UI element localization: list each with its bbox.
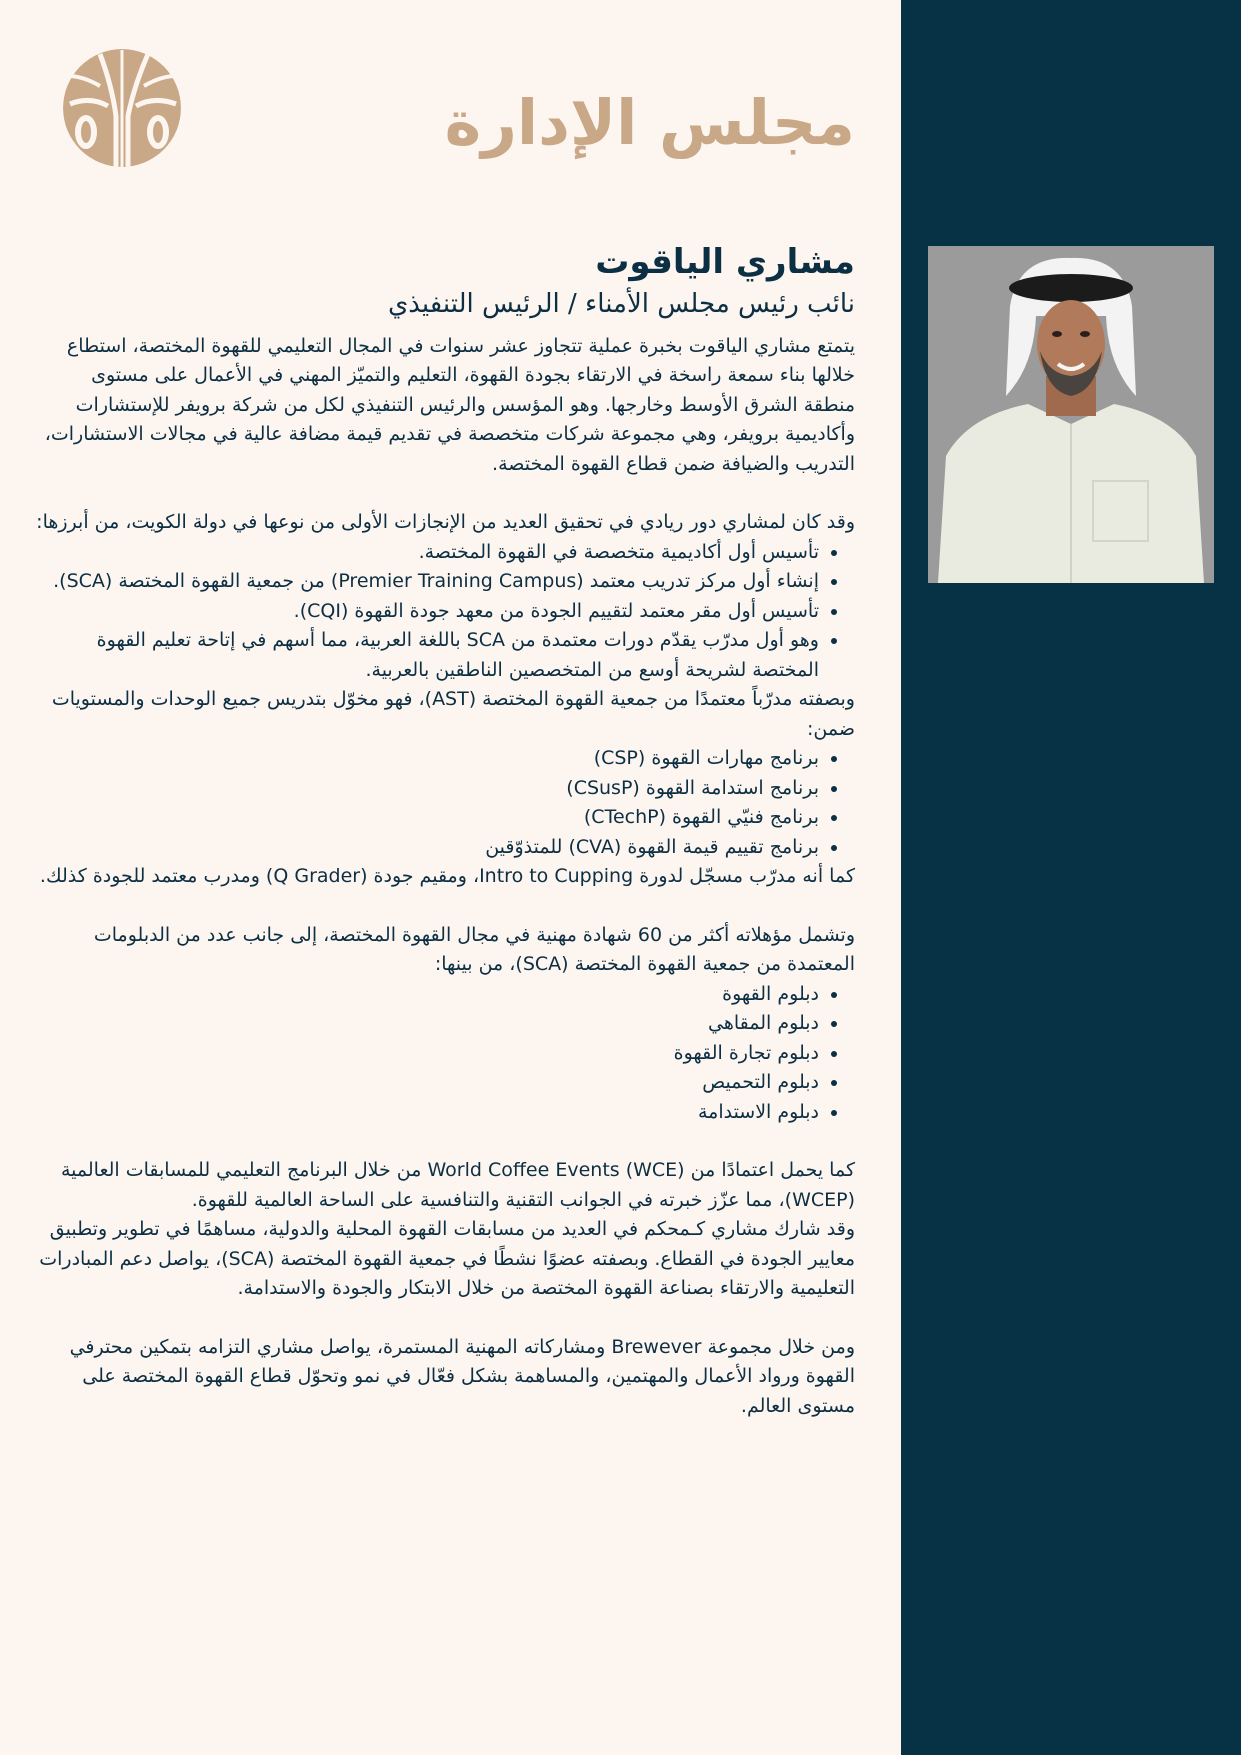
list-item: • دبلوم تجارة القهوة bbox=[34, 1039, 819, 1069]
list-item: • دبلوم القهوة bbox=[34, 980, 819, 1010]
person-role: نائب رئيس مجلس الأمناء / الرئيس التنفيذي bbox=[387, 289, 855, 320]
list-item: • برنامج فنيّي القهوة (CTechP) bbox=[34, 803, 819, 833]
achievements-list bbox=[34, 538, 855, 686]
list-item: • دبلوم المقاهي bbox=[34, 1009, 819, 1039]
list-item: • برنامج تقييم قيمة القهوة (CVA) للمتذوّقين bbox=[34, 833, 819, 863]
list-item: • برنامج استدامة القهوة (CSusP) bbox=[34, 774, 819, 804]
wce-paragraph: كما يحمل اعتمادًا من World Coffee Events (WCE) من خلال البرنامج التعليمي للمسابقات العالمية (WCEP)، مما عزّز خبرته في الجوانب التقنية والتنافسية على الساحة العالمية للقهوة. bbox=[60, 1159, 855, 1211]
portrait-photo bbox=[928, 246, 1214, 583]
list-item: • دبلوم التحميص bbox=[34, 1068, 819, 1098]
person-name: مشاري الياقوت bbox=[595, 242, 855, 282]
diplomas-list bbox=[34, 980, 855, 1128]
trainer-intro: وبصفته مدرّباً معتمدًا من جمعية القهوة المختصة (AST)، فهو مخوّل بتدريس جميع الوحدات والمستويات ضمن: bbox=[51, 688, 855, 740]
achievements-intro: وقد كان لمشاري دور ريادي في تحقيق العديد من الإنجازات الأولى من نوعها في دولة الكويت، من أبرزها: bbox=[36, 511, 855, 534]
list-item: • تأسيس أول أكاديمية متخصصة في القهوة المختصة. bbox=[34, 538, 819, 568]
qualifications-intro: وتشمل مؤهلاته أكثر من 60 شهادة مهنية في مجال القهوة المختصة، إلى جانب عدد من الدبلومات المعتمدة من جمعية القهوة المختصة (SCA)، من بينها: bbox=[93, 923, 855, 976]
profile-content bbox=[34, 240, 855, 1421]
cupping-paragraph: كما أنه مدرّب مسجّل لدورة Intro to Cupping، ومقيم جودة (Q Grader) ومدرب معتمد للجودة كذلك. bbox=[39, 865, 855, 888]
page-title: مجلس الإدارة bbox=[444, 86, 855, 159]
coffee-tree-logo-icon bbox=[60, 46, 184, 170]
list-item: • وهو أول مدرّب يقدّم دورات معتمدة من SCA باللغة العربية، مما أسهم في إتاحة تعليم القهوة المختصة لشريحة أوسع من المتخصصين الناطقين بالعربية. bbox=[34, 626, 819, 685]
judge-paragraph: وقد شارك مشاري كـمحكم في العديد من مسابقات القهوة المحلية والدولية، مساهمًا في تطوير وتطبيق معايير الجودة في القطاع. وبصفته عضوًا نشطًا في جمعية القهوة المختصة (SCA)، يواصل دعم المبادرات التعليمية والارتقاء بصناعة القهوة المختصة من خلال الابتكار والجودة والاستدامة. bbox=[39, 1218, 855, 1300]
list-item: • إنشاء أول مركز تدريب معتمد (Premier Training Campus) من جمعية القهوة المختصة (SCA). bbox=[34, 567, 819, 597]
list-item: • برنامج مهارات القهوة (CSP) bbox=[34, 744, 819, 774]
list-item: • تأسيس أول مقر معتمد لتقييم الجودة من معهد جودة القهوة (CQI). bbox=[34, 597, 819, 627]
list-item: • دبلوم الاستدامة bbox=[34, 1098, 819, 1128]
programs-list bbox=[34, 744, 855, 862]
closing-paragraph: ومن خلال مجموعة Brewever ومشاركاته المهنية المستمرة، يواصل مشاري التزامه بتمكين محترفي القهوة ورواد الأعمال والمهتمين، والمساهمة بشكل فعّال في نمو وتحوّل قطاع القهوة المختصة على مستوى العالم. bbox=[69, 1335, 855, 1417]
bio-intro: يتمتع مشاري الياقوت بخبرة عملية تتجاوز عشر سنوات في المجال التعليمي للقهوة المختصة، استطاع خلالها بناء سمعة راسخة في الارتقاء بجودة القهوة، التعليم والتميّز المهني في الأعمال على مستوى منطقة الشرق الأوسط وخارجها. وهو المؤسس والرئيس التنفيذي لكل من شركة برويفر للإستشارات وأكاديمية برويفر، وهي مجموعة شركات متخصصة في تقديم قيمة مضافة عالية في مجالات الاستشارات، التدريب والضيافة ضمن قطاع القهوة المختصة. bbox=[44, 334, 855, 475]
